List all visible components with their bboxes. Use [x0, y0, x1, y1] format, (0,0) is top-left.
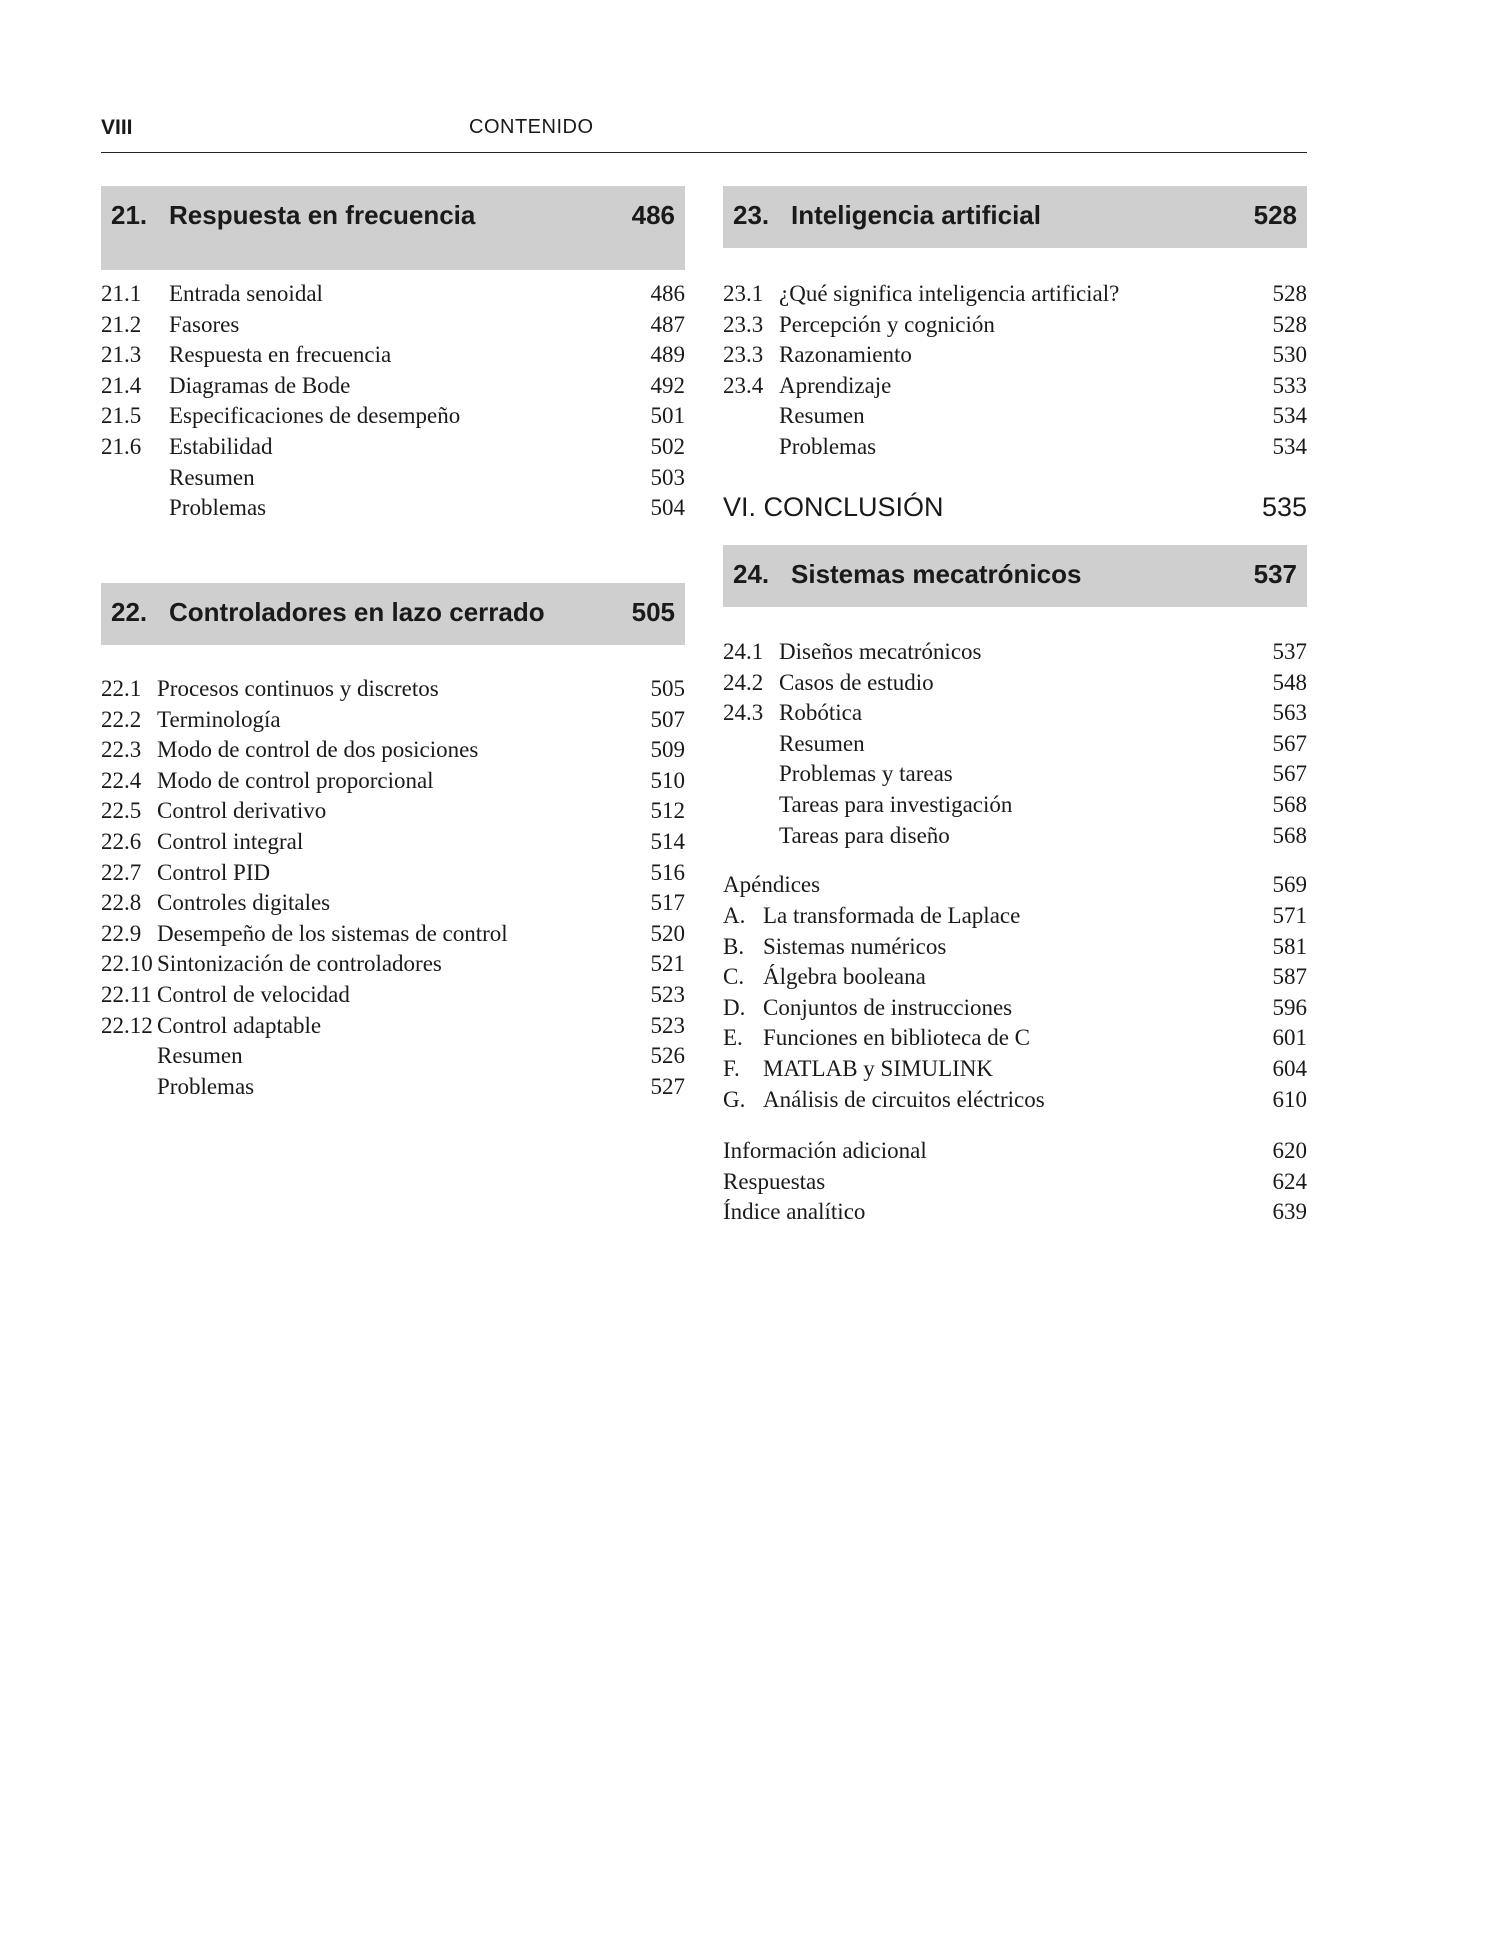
item-number: B. [723, 933, 745, 959]
list-item [723, 1023, 1307, 1054]
list-item [101, 766, 685, 797]
chapter-23-heading [723, 186, 1307, 248]
backmatter-list [723, 1136, 1307, 1228]
item-page: 512 [650, 798, 685, 824]
chapter-22-sections [101, 674, 685, 1102]
list-item [723, 870, 1307, 901]
chapter-page: 486 [631, 200, 675, 230]
list-item [101, 463, 685, 494]
appendices-heading: Apéndices [723, 872, 821, 897]
item-number: 23.4 [723, 372, 764, 398]
list-item [723, 932, 1307, 963]
appendices-heading-row [723, 870, 1307, 901]
chapter-page: 537 [1253, 559, 1297, 589]
item-title: Especificaciones de desempeño [169, 403, 461, 429]
part-number: VI. [723, 492, 757, 522]
list-item [723, 310, 1307, 341]
list-item [723, 401, 1307, 432]
item-number: 22.3 [101, 737, 142, 763]
list-item [101, 1011, 685, 1042]
item-number: 22.4 [101, 767, 142, 793]
item-page: 567 [1272, 761, 1307, 787]
item-title: Sistemas numéricos [763, 933, 947, 959]
list-item [101, 279, 685, 310]
item-page: 504 [650, 495, 685, 521]
item-number: C. [723, 964, 745, 990]
item-title: Problemas [779, 433, 877, 459]
item-title: Control PID [157, 859, 271, 885]
item-number: 22.2 [101, 706, 142, 732]
item-number: 23.3 [723, 342, 764, 368]
list-item [101, 888, 685, 919]
list-item [101, 340, 685, 371]
item-number: 21.6 [101, 433, 142, 459]
list-item [723, 729, 1307, 760]
item-page: 569 [1272, 872, 1307, 897]
chapter-24-sections [723, 637, 1307, 851]
chapter-title: Sistemas mecatrónicos [791, 559, 1082, 589]
item-title: MATLAB y SIMULINK [763, 1055, 993, 1081]
item-title: Percepción y cognición [779, 311, 995, 337]
item-page: 537 [1272, 639, 1307, 664]
item-page: 521 [650, 951, 685, 977]
item-page: 528 [1272, 311, 1307, 337]
item-title: Modo de control de dos posiciones [157, 737, 479, 763]
item-page: 527 [650, 1073, 685, 1099]
chapter-number: 24. [733, 559, 770, 589]
item-title: Control adaptable [157, 1012, 322, 1038]
part-vi-heading [723, 492, 1307, 523]
item-page: 534 [1272, 403, 1307, 429]
item-title: Fasores [169, 311, 240, 337]
item-page: 501 [650, 403, 685, 429]
item-title: Resumen [779, 403, 865, 429]
chapter-number: 21. [111, 200, 148, 230]
list-item [723, 1085, 1307, 1116]
item-page: 587 [1272, 964, 1307, 990]
item-title: ¿Qué significa inteligencia artificial? [779, 281, 1120, 306]
chapter-title: Controladores en lazo cerrado [169, 597, 545, 627]
list-item [101, 919, 685, 950]
list-item [101, 980, 685, 1011]
item-title: Respuesta en frecuencia [169, 342, 392, 368]
list-item [101, 674, 685, 705]
item-page: 526 [650, 1043, 685, 1069]
item-page: 567 [1272, 730, 1307, 756]
item-title: Desempeño de los sistemas de control [157, 920, 508, 946]
appendices-list [723, 901, 1307, 1115]
item-page: 620 [1272, 1138, 1307, 1163]
item-number: 24.3 [723, 700, 764, 726]
list-item [723, 432, 1307, 463]
list-item [723, 821, 1307, 852]
item-number: 24.1 [723, 639, 764, 664]
item-title: Casos de estudio [779, 669, 934, 695]
list-item [101, 432, 685, 463]
item-title: Problemas [157, 1073, 255, 1099]
list-item [101, 493, 685, 524]
item-number: 23.3 [723, 311, 764, 337]
item-page: 503 [650, 464, 685, 490]
item-title: Control derivativo [157, 798, 327, 824]
list-item [101, 735, 685, 766]
item-page: 639 [1272, 1199, 1307, 1225]
list-item [723, 759, 1307, 790]
item-page: 489 [650, 342, 685, 368]
item-number: 22.1 [101, 676, 142, 701]
list-item [723, 1054, 1307, 1085]
list-item [723, 993, 1307, 1024]
list-item [723, 340, 1307, 371]
chapter-title: Respuesta en frecuencia [169, 200, 476, 230]
item-title: Análisis de circuitos eléctricos [763, 1086, 1045, 1112]
list-item [723, 901, 1307, 932]
item-number: A. [723, 903, 746, 928]
item-page: 568 [1272, 791, 1307, 817]
item-page: 487 [650, 311, 685, 337]
item-number: 23.1 [723, 281, 764, 306]
item-page: 563 [1272, 700, 1307, 726]
chapter-number: 23. [733, 200, 770, 230]
item-title: Entrada senoidal [169, 281, 323, 306]
item-title: Funciones en biblioteca de C [763, 1025, 1030, 1051]
list-item [101, 858, 685, 889]
list-item [101, 1072, 685, 1103]
item-page: 517 [650, 890, 685, 916]
item-number: 24.2 [723, 669, 764, 695]
item-page: 523 [650, 981, 685, 1007]
chapter-23-sections [723, 279, 1307, 463]
item-number: F. [723, 1055, 740, 1081]
item-number: 21.4 [101, 372, 142, 398]
item-page: 509 [650, 737, 685, 763]
item-title: Procesos continuos y discretos [157, 676, 439, 701]
item-page: 502 [650, 433, 685, 459]
page-folio: VIII [101, 116, 133, 139]
chapter-21-sections [101, 279, 685, 524]
item-title: Problemas [169, 495, 267, 521]
item-page: 610 [1272, 1086, 1307, 1112]
item-page: 510 [650, 767, 685, 793]
item-number: 21.2 [101, 311, 142, 337]
list-item [723, 962, 1307, 993]
list-item [723, 371, 1307, 402]
item-title: Resumen [779, 730, 865, 756]
item-page: 548 [1272, 669, 1307, 695]
part-title: CONCLUSIÓN [763, 492, 944, 522]
item-title: Aprendizaje [779, 372, 892, 398]
item-title: Control de velocidad [157, 981, 350, 1007]
item-page: 507 [650, 706, 685, 732]
item-title: Información adicional [723, 1138, 927, 1163]
item-number: 22.12 [101, 1012, 153, 1038]
item-page: 534 [1272, 433, 1307, 459]
item-number: D. [723, 994, 746, 1020]
item-page: 624 [1272, 1168, 1307, 1194]
item-number: 22.10 [101, 951, 153, 977]
item-page: 568 [1272, 822, 1307, 848]
item-title: Tareas para diseño [779, 822, 950, 848]
list-item [101, 1041, 685, 1072]
list-item [101, 949, 685, 980]
chapter-page: 528 [1253, 200, 1297, 230]
item-title: Problemas y tareas [779, 761, 953, 787]
list-item [723, 698, 1307, 729]
list-item [101, 401, 685, 432]
item-number: 22.7 [101, 859, 142, 885]
item-page: 533 [1272, 372, 1307, 398]
list-item [723, 279, 1307, 310]
chapter-page: 505 [631, 597, 675, 627]
item-page: 486 [650, 281, 685, 306]
item-page: 516 [650, 859, 685, 885]
list-item [723, 790, 1307, 821]
item-title: Diagramas de Bode [169, 372, 351, 398]
list-item [101, 796, 685, 827]
item-page: 528 [1272, 281, 1307, 306]
chapter-21-heading [101, 186, 685, 270]
item-number: 22.8 [101, 890, 142, 916]
item-page: 596 [1272, 994, 1307, 1020]
chapter-24-heading [723, 545, 1307, 607]
item-title: Resumen [157, 1043, 243, 1069]
item-number: 22.11 [101, 981, 152, 1007]
item-number: 22.6 [101, 828, 142, 854]
list-item [723, 668, 1307, 699]
item-page: 514 [650, 828, 685, 854]
item-title: Modo de control proporcional [157, 767, 434, 793]
list-item [723, 1167, 1307, 1198]
item-page: 520 [650, 920, 685, 946]
item-title: Tareas para investigación [779, 791, 1013, 817]
item-page: 581 [1272, 933, 1307, 959]
item-page: 505 [650, 676, 685, 701]
item-number: 21.1 [101, 281, 142, 306]
item-title: Respuestas [723, 1168, 826, 1194]
chapter-title: Inteligencia artificial [791, 200, 1041, 230]
item-number: 22.9 [101, 920, 142, 946]
item-page: 523 [650, 1012, 685, 1038]
item-page: 530 [1272, 342, 1307, 368]
item-title: Estabilidad [169, 433, 273, 459]
item-page: 604 [1272, 1055, 1307, 1081]
list-item [101, 371, 685, 402]
item-title: Robótica [779, 700, 863, 726]
item-page: 571 [1272, 903, 1307, 928]
item-number: 21.5 [101, 403, 142, 429]
item-number: E. [723, 1025, 743, 1051]
item-title: Controles digitales [157, 890, 331, 916]
item-title: Terminología [157, 706, 281, 732]
item-title: Índice analítico [723, 1199, 866, 1225]
chapter-number: 22. [111, 597, 148, 627]
item-title: Álgebra booleana [763, 964, 926, 990]
running-header [101, 112, 1307, 153]
item-title: Sintonización de controladores [157, 951, 442, 977]
item-title: Conjuntos de instrucciones [763, 994, 1013, 1020]
list-item [723, 1136, 1307, 1167]
item-title: Control integral [157, 828, 304, 854]
item-number: 22.5 [101, 798, 142, 824]
item-title: La transformada de Laplace [763, 903, 1021, 928]
list-item [101, 310, 685, 341]
running-title: CONTENIDO [469, 116, 594, 138]
item-page: 601 [1272, 1025, 1307, 1051]
list-item [101, 827, 685, 858]
item-title: Diseños mecatrónicos [779, 639, 982, 664]
item-number: G. [723, 1086, 746, 1112]
list-item [723, 637, 1307, 668]
item-title: Resumen [169, 464, 255, 490]
item-title: Razonamiento [779, 342, 912, 368]
item-page: 492 [650, 372, 685, 398]
part-page: 535 [1261, 492, 1307, 522]
chapter-22-heading [101, 583, 685, 645]
list-item [723, 1197, 1307, 1228]
list-item [101, 705, 685, 736]
item-number: 21.3 [101, 342, 142, 368]
